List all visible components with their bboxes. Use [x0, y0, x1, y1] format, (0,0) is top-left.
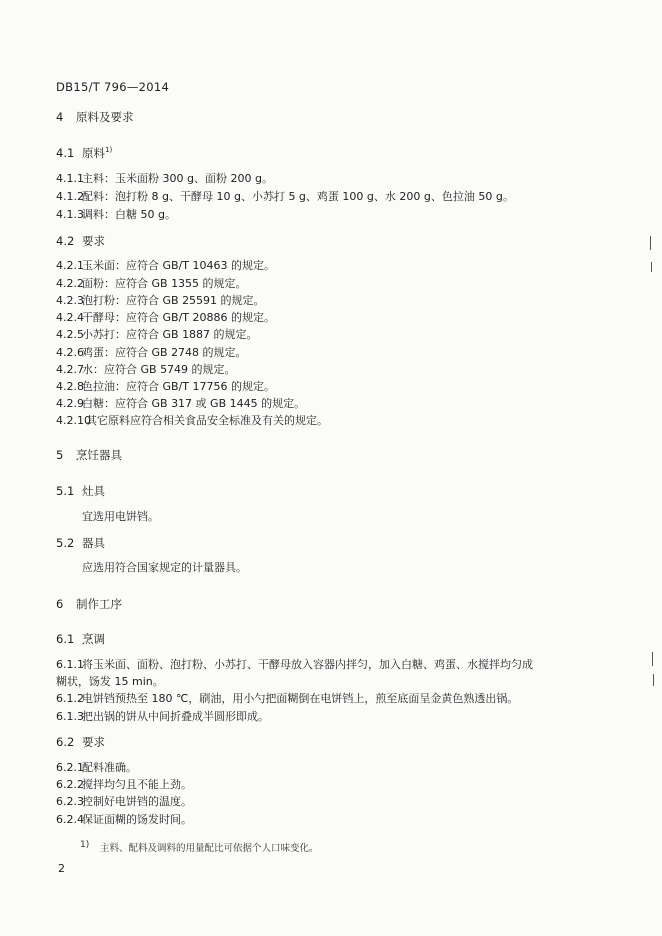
clause-text: 把出锅的饼从中间折叠成半圆形即成。 — [82, 710, 269, 723]
section-number: 4.1 — [56, 146, 75, 160]
clause-text: 主料：玉米面粉 300 g、面粉 200 g。 — [82, 172, 273, 185]
clause-text: 玉米面：应符合 GB/T 10463 的规定。 — [82, 259, 275, 272]
clause-text: 色拉油：应符合 GB/T 17756 的规定。 — [82, 380, 275, 393]
clause-number: 4.2.5 — [56, 328, 84, 341]
section-title: 要求 — [82, 234, 105, 248]
clause-text: 干酵母：应符合 GB/T 20886 的规定。 — [82, 311, 275, 324]
clause-number: 4.2.2 — [56, 277, 84, 290]
clause-number: 6.2.1 — [56, 761, 84, 774]
clause-number: 4.2.1 — [56, 259, 84, 272]
clause-text: 水：应符合 GB 5749 的规定。 — [82, 363, 236, 376]
clause-text: 保证面糊的饧发时间。 — [82, 813, 192, 826]
clause-text: 电饼铛预热至 180 ℃，刷油，用小勺把面糊倒在电饼铛上，煎至底面呈金黄色熟透出锅。 — [82, 692, 519, 705]
scan-mark — [652, 652, 653, 666]
section-number: 6.2 — [56, 735, 75, 749]
section-title: 烹饪器具 — [76, 448, 122, 462]
section-number: 4.2 — [56, 234, 75, 248]
clause-text: 将玉米面、面粉、泡打粉、小苏打、干酵母放入容器内拌匀，加入白糖、鸡蛋、水搅拌均匀成 — [82, 658, 533, 671]
section-number: 4 — [56, 110, 64, 124]
section-title: 器具 — [82, 536, 105, 550]
clause-number: 4.2.9 — [56, 397, 84, 410]
clause-text: 搅拌均匀且不能上劲。 — [82, 778, 192, 791]
scan-mark — [653, 674, 654, 686]
clause-text: 配料：泡打粉 8 g、干酵母 10 g、小苏打 5 g、鸡蛋 100 g、水 200 g、色拉油 50 g。 — [82, 190, 514, 203]
scan-mark — [651, 262, 652, 272]
paragraph-5-2: 应选用符合国家规定的计量器具。 — [82, 561, 247, 574]
clause-number: 4.2.8 — [56, 380, 84, 393]
clause-number: 6.2.3 — [56, 795, 84, 808]
section-number: 6.1 — [56, 632, 75, 646]
clause-number: 4.1.3 — [56, 208, 84, 221]
page-number: 2 — [58, 862, 65, 875]
section-number: 6 — [56, 597, 64, 611]
clause-number: 4.1.1 — [56, 172, 84, 185]
clause-text: 泡打粉：应符合 GB 25591 的规定。 — [82, 294, 265, 307]
document-code: DB15/T 796—2014 — [56, 80, 170, 94]
section-number: 5.1 — [56, 484, 75, 498]
clause-text: 其它原料应符合相关食品安全标准及有关的规定。 — [86, 414, 328, 427]
clause-number: 4.2.7 — [56, 363, 84, 376]
scan-mark — [650, 236, 651, 250]
clause-number: 4.2.3 — [56, 294, 84, 307]
clause-text: 控制好电饼铛的温度。 — [82, 795, 192, 808]
clause-text: 面粉：应符合 GB 1355 的规定。 — [82, 277, 247, 290]
clause-number: 6.1.1 — [56, 658, 84, 671]
section-title: 原料 — [82, 146, 105, 160]
clause-text: 白糖：应符合 GB 317 或 GB 1445 的规定。 — [82, 397, 306, 410]
clause-number: 4.2.10 — [56, 414, 91, 427]
section-title: 原料及要求 — [76, 110, 134, 124]
section-title: 灶具 — [82, 484, 105, 498]
clause-number: 4.1.2 — [56, 190, 84, 203]
section-number: 5 — [56, 448, 64, 462]
clause-number: 6.2.2 — [56, 778, 84, 791]
clause-number: 4.2.4 — [56, 311, 84, 324]
clause-text: 小苏打：应符合 GB 1887 的规定。 — [82, 328, 258, 341]
footnote-text: 主料、配料及调料的用量配比可依据个人口味变化。 — [100, 843, 319, 854]
clause-text: 调料：白糖 50 g。 — [82, 208, 176, 221]
clause-number: 6.1.3 — [56, 710, 84, 723]
paragraph-5-1: 宜选用电饼铛。 — [82, 510, 159, 523]
section-title: 要求 — [82, 735, 105, 749]
footnote-reference: 1) — [105, 146, 113, 154]
clause-6-1-1-continuation: 糊状，饧发 15 min。 — [56, 675, 164, 688]
section-title: 制作工序 — [76, 597, 122, 611]
clause-number: 4.2.6 — [56, 346, 84, 359]
clause-text: 鸡蛋：应符合 GB 2748 的规定。 — [82, 346, 247, 359]
section-title: 烹调 — [82, 632, 105, 646]
clause-number: 6.1.2 — [56, 692, 84, 705]
footnote-mark: 1) — [80, 840, 90, 850]
clause-text: 配料准确。 — [82, 761, 137, 774]
clause-number: 6.2.4 — [56, 813, 84, 826]
section-number: 5.2 — [56, 536, 75, 550]
